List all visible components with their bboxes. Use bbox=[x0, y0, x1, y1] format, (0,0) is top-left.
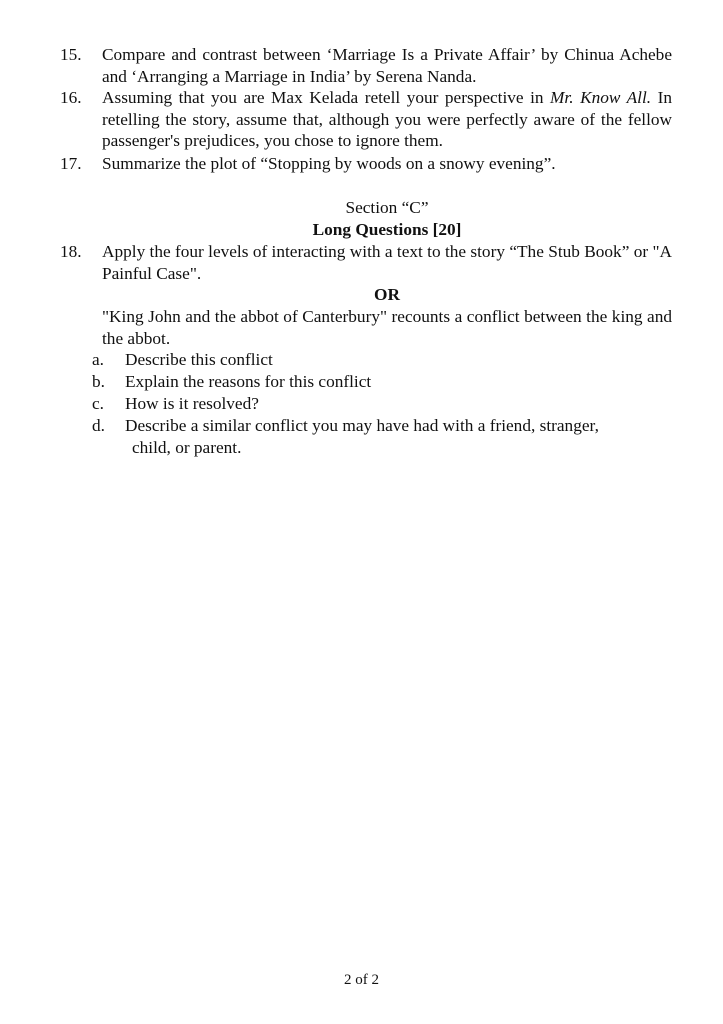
section-subtitle: Long Questions [20] bbox=[312, 220, 462, 239]
question-number: 16. bbox=[60, 88, 82, 107]
question-number: 18. bbox=[60, 242, 82, 261]
sub-question-b bbox=[92, 371, 672, 393]
sub-question-text: How is it resolved? bbox=[125, 394, 259, 413]
sub-question-label: d. bbox=[92, 416, 105, 435]
sub-question-label: b. bbox=[92, 372, 105, 391]
sub-question-c bbox=[92, 393, 672, 415]
page-number: 2 of 2 bbox=[344, 972, 379, 988]
question-15 bbox=[60, 44, 672, 87]
question-18 bbox=[60, 241, 672, 284]
sub-question-text: Describe this conflict bbox=[125, 350, 273, 369]
sub-question-text: Explain the reasons for this conflict bbox=[125, 372, 372, 391]
question-text: Compare and contrast between ‘Marriage Is a Private Affair’ by Chinua Achebe and ‘Arranging a Marriage in India’ by Serena Nanda. bbox=[102, 45, 672, 86]
question-16 bbox=[60, 87, 672, 152]
sub-question-a bbox=[92, 349, 672, 371]
question-number: 17. bbox=[60, 154, 82, 173]
story-title-italic: Mr. Know All. bbox=[550, 88, 652, 107]
question-text: Summarize the plot of “Stopping by woods on a snowy evening”. bbox=[102, 154, 556, 173]
or-label: OR bbox=[374, 285, 400, 304]
question-text bbox=[102, 87, 672, 152]
sub-question-text-line: Describe a similar conflict you may have had with a friend, stranger, bbox=[125, 416, 599, 435]
alternative-question-text: "King John and the abbot of Canterbury" recounts a conflict between the king and the abbot. bbox=[102, 307, 672, 348]
question-17 bbox=[60, 153, 672, 175]
sub-question-label: a. bbox=[92, 350, 104, 369]
sub-question-text-continuation: child, or parent. bbox=[132, 437, 242, 457]
question-text-part: In retelling the story, assume that, although you were perfectly aware of the fellow passenger's prejudices, you chose to ignore them. bbox=[102, 88, 672, 150]
section-title: Section “C” bbox=[345, 198, 429, 217]
sub-question-d bbox=[92, 415, 672, 458]
question-number: 15. bbox=[60, 45, 82, 64]
question-text: Apply the four levels of interacting with a text to the story “The Stub Book” or "A Painful Case". bbox=[102, 242, 672, 283]
sub-question-label: c. bbox=[92, 394, 104, 413]
question-text-part: Assuming that you are Max Kelada retell your perspective in bbox=[102, 88, 551, 107]
sub-question-text bbox=[125, 415, 672, 458]
